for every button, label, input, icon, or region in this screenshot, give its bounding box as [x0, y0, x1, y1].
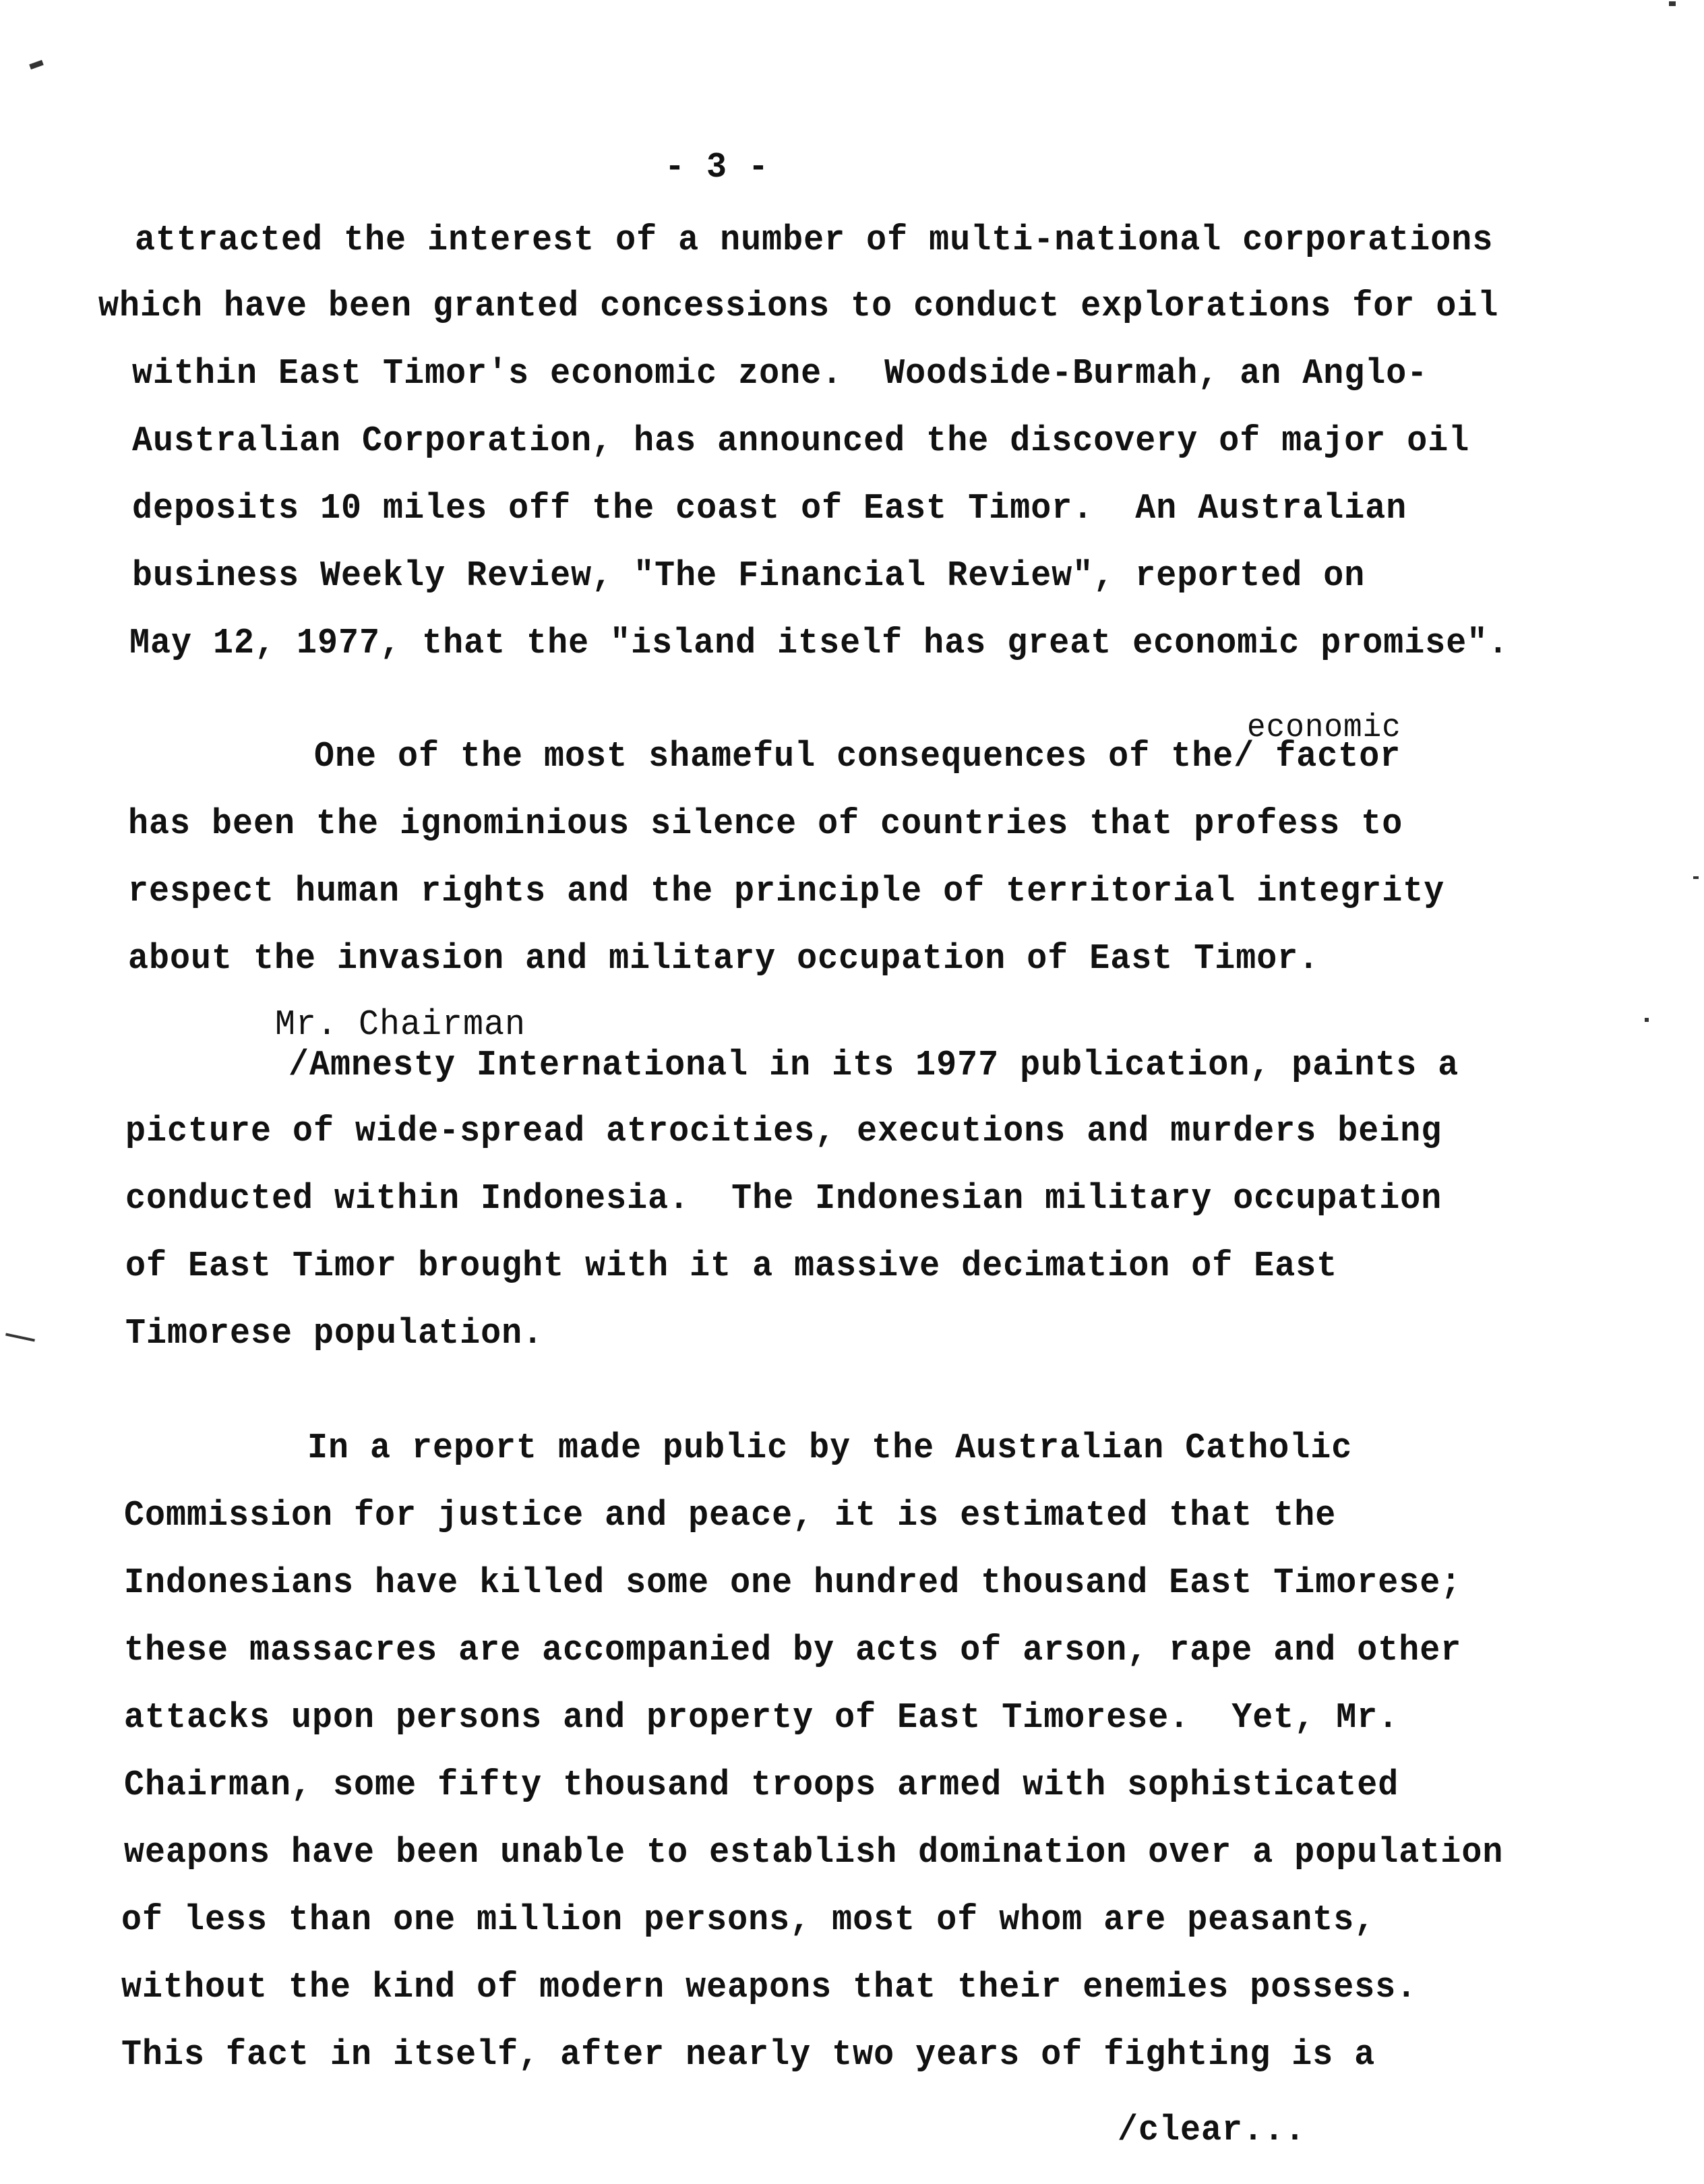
text-line: conducted within Indonesia. The Indonesian military occupation: [125, 1179, 1442, 1219]
text-line: has been the ignominious silence of countries that profess to: [128, 804, 1403, 845]
text-line: /Amnesty International in its 1977 publication, paints a: [288, 1045, 1459, 1086]
text-line: without the kind of modern weapons that their enemies possess.: [121, 1968, 1418, 2008]
typed-insertion: Mr. Chairman: [275, 1005, 526, 1045]
text-line: weapons have been unable to establish domination over a population: [124, 1833, 1504, 1873]
text-line: Commission for justice and peace, it is estimated that the: [124, 1496, 1337, 1536]
text-line: respect human rights and the principle of territorial integrity: [128, 872, 1445, 912]
scan-speck: [1645, 1018, 1649, 1022]
scan-speck: [1693, 876, 1699, 879]
text-line: deposits 10 miles off the coast of East Timor. An Australian: [132, 489, 1407, 529]
scan-speck: [29, 60, 44, 69]
text-line: This fact in itself, after nearly two years of fighting is a: [121, 2035, 1376, 2075]
handwritten-insertion: economic: [1247, 709, 1401, 746]
continuation-marker: /clear...: [1118, 2111, 1306, 2151]
page-number: - 3 -: [665, 148, 770, 188]
text-line: Australian Corporation, has announced the discovery of major oil: [132, 421, 1470, 462]
text-line: picture of wide-spread atrocities, executions and murders being: [125, 1112, 1442, 1152]
text-line: Chairman, some fifty thousand troops armed with sophisticated: [124, 1765, 1399, 1806]
text-line: attacks upon persons and property of East Timorese. Yet, Mr.: [124, 1698, 1399, 1738]
text-line: May 12, 1977, that the "island itself has great economic promise".: [129, 624, 1509, 664]
text-line: In a report made public by the Australian Catholic: [307, 1428, 1353, 1469]
text-line: these massacres are accompanied by acts of arson, rape and other: [124, 1631, 1462, 1671]
text-line: Timorese population.: [125, 1314, 544, 1354]
text-line: within East Timor's economic zone. Woodside-Burmah, an Anglo-: [132, 354, 1428, 394]
scan-speck: [1669, 1, 1676, 6]
text-line: of East Timor brought with it a massive decimation of East: [125, 1246, 1338, 1287]
text-line: One of the most shameful consequences of the/ factor: [314, 737, 1401, 777]
text-line: which have been granted concessions to conduct explorations for oil: [98, 286, 1499, 327]
text-line: Indonesians have killed some one hundred thousand East Timorese;: [124, 1563, 1462, 1604]
text-line: about the invasion and military occupation of East Timor.: [128, 939, 1320, 979]
scan-speck: [5, 1333, 35, 1341]
text-line: of less than one million persons, most of whom are peasants,: [121, 1900, 1376, 1941]
text-line: business Weekly Review, "The Financial Review", reported on: [132, 556, 1366, 597]
text-line: attracted the interest of a number of multi-national corporations: [135, 220, 1494, 261]
